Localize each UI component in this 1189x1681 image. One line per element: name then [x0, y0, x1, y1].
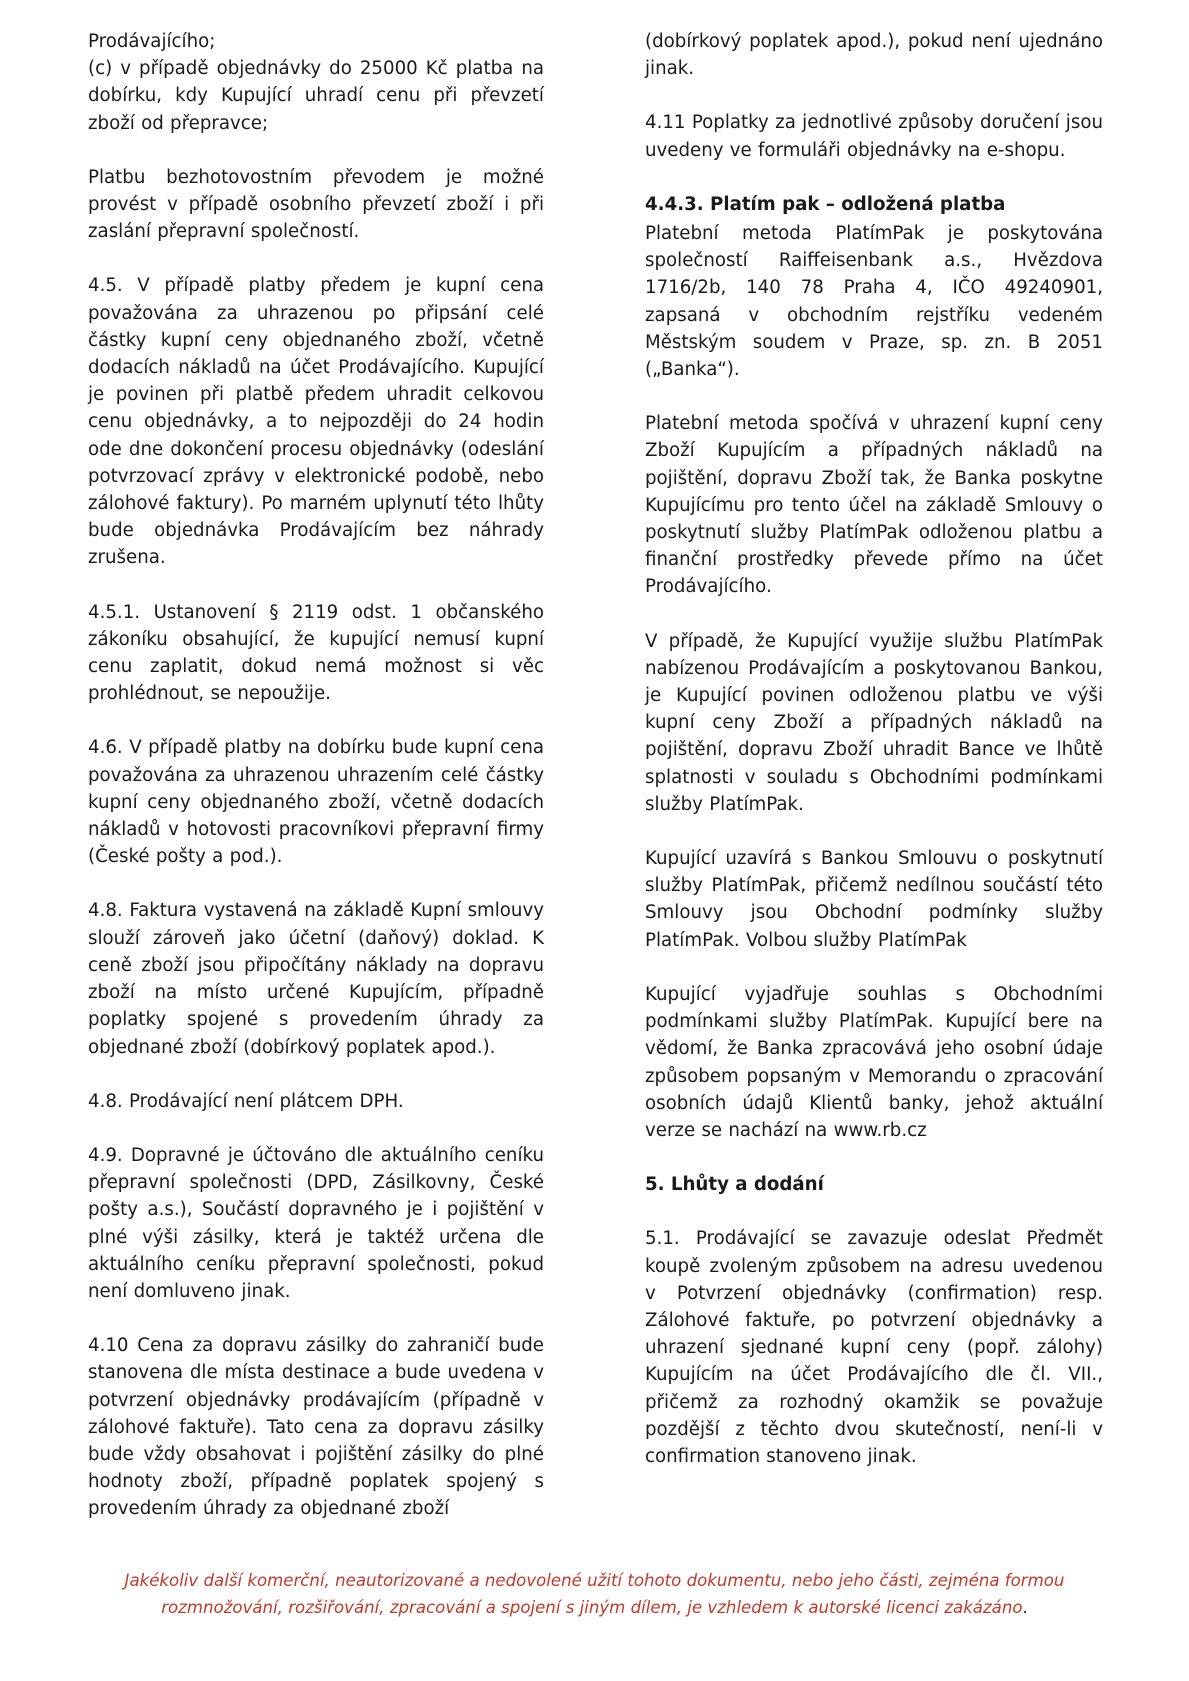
footer-line-2-text: rozmnožování, rozšiřování, zpracování a spojení s jiným dílem, je vzhledem k autorské licenci zakázáno	[161, 1598, 1023, 1617]
heading-platim-pak: 4.4.3. Platím pak – odložená platba	[645, 193, 1006, 215]
paragraph-5-1: 5.1. Prodávající se zavazuje odeslat Předmět koupě zvoleným způsobem na adresu uvedenou v Potvrzení objednávky (confirmation) resp. Zálohové faktuře, po potvrzení objednávky a uhrazení sjednané kupní ceny (popř. zálohy) Kupujícím na účet Prodávajícího dle čl. VII., přičemž za rozhodný okamžik se považuje pozdější z těchto dvou skutečností, není-li v confirmation stanoveno jinak.	[645, 1228, 1103, 1467]
text-line: (c) v případě objednávky do 25000 Kč platba na dobírku, kdy Kupující uhradí cenu při převzetí zboží od přepravce;	[88, 58, 544, 134]
copyright-footer	[60, 1567, 1129, 1621]
paragraph-bank-transfer: Platbu bezhotovostním převodem je možné provést v případě osobního převzetí zboží i při zaslání přepravní společností.	[88, 166, 544, 243]
paragraph-4-6: 4.6. V případě platby na dobírku bude kupní cena považována za uhrazenou uhrazením celé částky kupní ceny objednaného zboží, včetně dodacích nákladů v hotovosti pracovníkovi přepravní firmy (České pošty a pod.).	[88, 737, 544, 868]
paragraph-4-8-invoice: 4.8. Faktura vystavená na základě Kupní smlouvy slouží zároveň jako účetní (daňový) doklad. K ceně zboží jsou připočítány náklady na dopravu zboží na místo určené Kupujícím, případně poplatky spojené s provedením úhrady za objednané zboží (dobírkový poplatek apod.).	[88, 900, 544, 1058]
footer-line-2	[60, 1594, 1129, 1621]
paragraph-4-11: 4.11 Poplatky za jednotlivé způsoby doručení jsou uvedeny ve formuláři objednávky na e-shopu.	[645, 112, 1103, 161]
paragraph-platim-pak-provider: Platební metoda PlatímPak je poskytována společností Raiffeisenbank a.s., Hvězdova 1716/2b, 140 78 Praha 4, IČO 49240901, zapsaná v obchodním rejstříku vedeném Městským soudem v Praze, sp. zn. B 2051 („Banka“).	[645, 223, 1103, 381]
heading-lhuty-dodani: 5. Lhůty a dodání	[645, 1174, 824, 1196]
text-line: Prodávajícího;	[88, 31, 216, 52]
paragraph-4-9: 4.9. Dopravné je účtováno dle aktuálního ceníku přepravní společnosti (DPD, Zásilkovny, České pošty a.s.), Součástí dopravného je i pojištění v plné výši zásilky, která je taktéž určena dle aktuálního ceníku přepravní společnosti, pokud není domluveno jinak.	[88, 1144, 544, 1302]
paragraph-4-8-vat: 4.8. Prodávající není plátcem DPH.	[88, 1090, 404, 1112]
paragraph-platim-pak-obligation: V případě, že Kupující využije službu PlatímPak nabízenou Prodávajícím a poskytovanou Bankou, je Kupující povinen odloženou platbu ve výši kupní ceny Zboží a případných nákladů na pojištění, dopravu Zboží uhradit Bance ve lhůtě splatnosti v souladu s Obchodními podmínkami služby PlatímPak.	[645, 630, 1103, 815]
paragraph-4-10: 4.10 Cena za dopravu zásilky do zahraničí bude stanovena dle místa destinace a bude uvedena v potvrzení objednávky prodávajícím (případně v zálohové faktuře). Tato cena za dopravu zásilky bude vždy obsahovat i pojištění zásilky do plné hodnoty zboží, případně poplatek spojený s provedením úhrady za objednané zboží	[88, 1335, 544, 1520]
paragraph-platim-pak-contract: Kupující uzavírá s Bankou Smlouvu o poskytnutí služby PlatímPak, přičemž nedílnou součástí této Smlouvy jsou Obchodní podmínky služby PlatímPak. Volbou služby PlatímPak	[645, 848, 1103, 951]
paragraph-4-10-continued: (dobírkový poplatek apod.), pokud není ujednáno jinak.	[645, 31, 1103, 80]
paragraph-payment-options	[88, 28, 544, 137]
footer-period: .	[1022, 1598, 1028, 1617]
footer-line-1: Jakékoliv další komerční, neautorizované a nedovolené užití tohoto dokumentu, nebo jeho části, zejména formou	[124, 1571, 1065, 1590]
paragraph-platim-pak-method: Platební metoda spočívá v uhrazení kupní ceny Zboží Kupujícím a případných nákladů na pojištění, dopravu Zboží tak, že Banka poskytne Kupujícímu pro tento účel na základě Smlouvy o poskytnutí služby PlatímPak odloženou platbu a finanční prostředky převede přímo na účet Prodávajícího.	[645, 413, 1103, 598]
paragraph-4-5-1: 4.5.1. Ustanovení § 2119 odst. 1 občanského zákoníku obsahující, že kupující nemusí kupní cenu zaplatit, dokud nemá možnost si věc prohlédnout, se nepoužije.	[88, 601, 544, 705]
paragraph-4-5: 4.5. V případě platby předem je kupní cena považována za uhrazenou po připsání celé částky kupní ceny objednaného zboží, včetně dodacích nákladů na účet Prodávajícího. Kupující je povinen při platbě předem uhradit celkovou cenu objednávky, a to nejpozději do 24 hodin ode dne dokončení procesu objednávky (odeslání potvrzovací zprávy v elektronické podobě, nebo zálohové faktury). Po marném uplynutí této lhůty bude objednávka Prodávajícím bez náhrady zrušena.	[88, 275, 544, 569]
left-column	[88, 28, 544, 1523]
paragraph-platim-pak-consent: Kupující vyjadřuje souhlas s Obchodními podmínkami služby PlatímPak. Kupující bere na vědomí, že Banka zpracovává jeho osobní údaje způsobem popsaným v Memorandu o zpracování osobních údajů Klientů banky, jehož aktuální verze se nachází na www.rb.cz	[645, 983, 1103, 1141]
right-column	[645, 28, 1103, 1470]
